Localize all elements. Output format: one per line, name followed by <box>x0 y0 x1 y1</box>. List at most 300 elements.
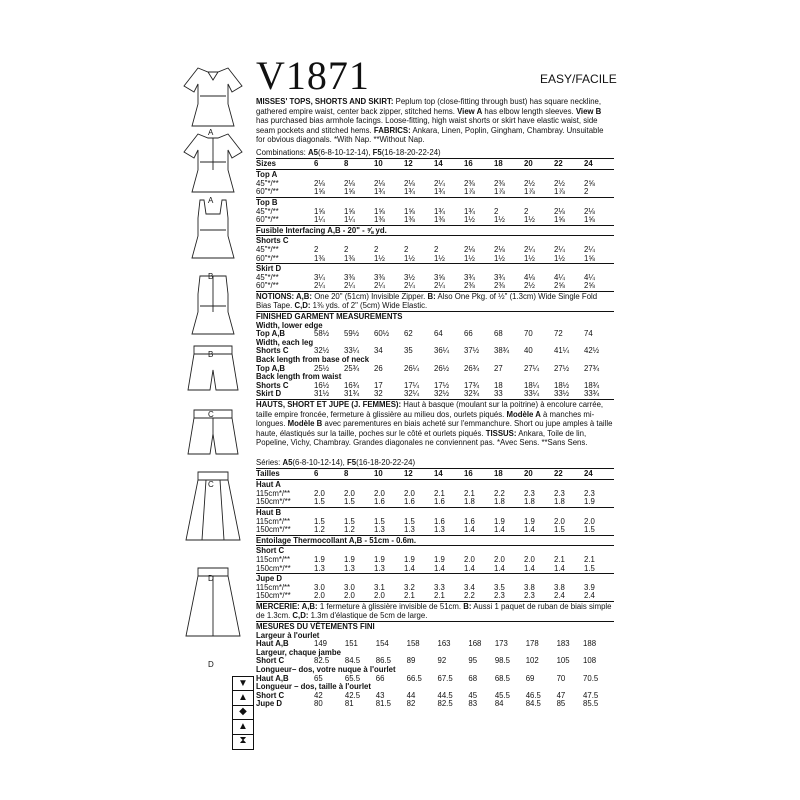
yardage-cell: 2¼ <box>524 244 535 254</box>
notions-text: Also One Pkg. of ½" (1.3cm) Wide Single Fold Bias Tape. <box>256 291 598 311</box>
size-cell: 8 <box>344 468 374 480</box>
measurement-cell: 69 <box>525 673 535 683</box>
yardage-cell: 2⅝ <box>554 281 565 291</box>
yardage-cell: 3.9 <box>584 582 595 592</box>
combo-a5: A5 <box>282 457 293 467</box>
yardage-cell: 2.0 <box>314 488 325 498</box>
yardage-cell: 1.4 <box>494 525 505 535</box>
size-cell: 24 <box>584 158 614 170</box>
size-cell: 10 <box>374 158 404 170</box>
modele-b-label: Modèle B <box>287 419 323 429</box>
combo-a5-sizes: (6-8-10-12-14), <box>317 147 373 157</box>
yardage-cell: 2⅜ <box>464 178 475 188</box>
yardage-cell: 4¼ <box>584 272 595 282</box>
yardage-cell: 2⅛ <box>344 178 355 188</box>
yardage-section-row <box>256 225 614 236</box>
finished-title: MESURES DU VÊTEMENTS FINI <box>256 622 614 632</box>
yardage-cell: 1.5 <box>344 497 355 507</box>
measurement-cell: 31½ <box>314 389 330 399</box>
sizes-label: Tailles <box>256 468 314 480</box>
yardage-cell: 1⅜ <box>344 253 355 263</box>
notions-text: One 20" (51cm) Invisible Zipper. <box>312 291 428 301</box>
measurement-heading: Longueur– dos, votre nuque à l'ourlet <box>256 665 396 675</box>
measurement-heading: Largeur, chaque jambe <box>256 647 341 657</box>
yardage-cell: 3¾ <box>494 272 505 282</box>
yardage-cell: 1.6 <box>404 497 415 507</box>
fabric-width-label: 45"*/** <box>256 272 279 282</box>
measurement-cell: 68 <box>494 329 503 339</box>
yardage-cell: 1½ <box>554 253 565 263</box>
measurement-cell: 26 <box>374 363 383 373</box>
size-cell: 20 <box>524 468 554 480</box>
cutting-symbol-icon: ▲ <box>233 691 253 705</box>
yardage-cell: 1.9 <box>434 554 445 564</box>
measurement-cell: 188 <box>583 639 597 649</box>
measurement-cell: 70.5 <box>583 673 599 683</box>
measurement-heading: Largeur à l'ourlet <box>256 630 320 640</box>
measurement-cell: 82.5 <box>437 699 453 709</box>
yardage-cell: 1⅝ <box>584 215 595 225</box>
yardage-cell: 1.5 <box>314 497 325 507</box>
measurement-cell: 45.5 <box>494 690 511 700</box>
measurement-cell: 41¼ <box>554 346 570 356</box>
yardage-section-label: Shorts C <box>256 236 614 246</box>
yardage-cell: 1.9 <box>344 554 355 564</box>
measurement-label: Short C <box>256 690 285 700</box>
yardage-cell: 1.6 <box>374 497 385 507</box>
measurement-cell: 81.5 <box>375 699 391 709</box>
measurement-cell: 82 <box>406 699 416 709</box>
description-fr <box>256 399 614 448</box>
view-label: D <box>208 660 214 669</box>
yardage-cell: 1.4 <box>494 563 505 573</box>
yardage-cell: 1½ <box>524 215 535 225</box>
yardage-cell: 2.0 <box>524 554 535 564</box>
sleeveless-peplum-top-front-icon <box>176 196 250 271</box>
measurement-cell: 36¼ <box>434 346 450 356</box>
mercerie-cd: C,D: <box>292 611 309 621</box>
yardage-cell: 1¾ <box>434 206 445 216</box>
yardage-cell: 1⅝ <box>404 206 415 216</box>
measurement-cell: 27¼ <box>524 363 540 373</box>
yardage-cell: 1.6 <box>434 497 445 507</box>
yardage-cell: 3.8 <box>554 582 565 592</box>
description-text: à manches mi-longues. <box>256 409 595 429</box>
measurement-cell: 70 <box>556 673 566 683</box>
tissus-text: Ankara, Toile de lin, Popeline, Vichy, Chambray. Grandes diagonales ne conviennent pas. *Avec Sens. **Sans Sens. <box>256 428 588 448</box>
measurement-cell: 149 <box>314 639 328 649</box>
measurement-cell: 151 <box>344 639 358 649</box>
yardage-cell: 1.8 <box>524 497 535 507</box>
yardage-cell: 1.9 <box>374 554 385 564</box>
size-cell: 12 <box>404 158 434 170</box>
size-cell: 24 <box>584 468 614 480</box>
yardage-cell: 1½ <box>524 253 535 263</box>
measurement-cell: 33¼ <box>344 346 360 356</box>
measurement-heading: Width, each leg <box>256 337 314 347</box>
measurement-cell: 68 <box>468 673 478 683</box>
yardage-cell: 2⅛ <box>494 244 505 254</box>
measurement-cell: 43 <box>375 690 385 700</box>
notions-en <box>256 291 614 311</box>
sizes-header-row <box>256 158 614 170</box>
yardage-cell: 3⅝ <box>434 272 445 282</box>
view-a-label: View A <box>457 106 483 116</box>
view-label: A <box>208 196 214 205</box>
yardage-cell: 1.5 <box>584 525 595 535</box>
yardage-cell: 3.0 <box>344 582 355 592</box>
mercerie-label: MERCERIE: A,B: <box>256 601 318 611</box>
yardage-cell: 1½ <box>404 253 415 263</box>
peplum-top-flutter-sleeve-back-icon <box>176 130 250 201</box>
measurement-cell: 47.5 <box>583 690 599 700</box>
yardage-cell: 2 <box>584 187 589 197</box>
yardage-cell: 1.9 <box>314 554 325 564</box>
yardage-cell: 1.4 <box>524 525 535 535</box>
yardage-cell: 2.3 <box>494 591 505 601</box>
yardage-cell: 2⅛ <box>554 206 565 216</box>
measurement-cell: 84.5 <box>344 656 361 666</box>
yardage-section-label: Entoilage Thermocollant A,B - 51cm - 0.6m. <box>256 535 614 546</box>
measurement-cell: 44.5 <box>437 690 453 700</box>
yardage-cell: 2.0 <box>344 591 355 601</box>
measurement-cell: 44 <box>406 690 416 700</box>
size-cell: 16 <box>464 158 494 170</box>
yardage-cell: 1½ <box>464 215 475 225</box>
yardage-cell: 1.5 <box>584 563 595 573</box>
combo-f5: F5 <box>372 147 382 157</box>
yardage-cell: 2 <box>494 206 499 216</box>
measurement-cell: 62 <box>404 329 413 339</box>
shorts-back-icon <box>176 404 250 461</box>
measurement-cell: 35 <box>404 346 413 356</box>
fabric-width-label: 45"*/** <box>256 206 279 216</box>
measurement-cell: 17¾ <box>464 380 480 390</box>
cutting-symbol-icon: ▼ <box>233 677 253 691</box>
finished-measurements-fr <box>256 621 614 709</box>
measurement-cell: 83 <box>468 699 478 709</box>
yardage-cell: 1⅜ <box>404 215 415 225</box>
yardage-cell: 2⅝ <box>584 178 595 188</box>
yardage-cell: 1.9 <box>404 554 415 564</box>
measurement-cell: 26½ <box>434 363 450 373</box>
fabric-width-label: 150cm*/** <box>256 563 291 573</box>
mercerie-text: 1 fermeture à glissière invisible de 51cm. <box>317 601 464 611</box>
yardage-cell: 2⅛ <box>314 178 325 188</box>
combinations-fr <box>256 458 614 468</box>
yardage-cell: 1¾ <box>374 187 385 197</box>
fabric-width-label: 115cm*/** <box>256 582 291 592</box>
yardage-cell: 2⅛ <box>404 178 415 188</box>
measurement-cell: 60½ <box>374 329 390 339</box>
yardage-cell: 2.0 <box>344 488 355 498</box>
size-cell: 10 <box>374 468 404 480</box>
yardage-cell: 1⅝ <box>314 187 325 197</box>
series-label: Séries: <box>256 457 283 467</box>
yardage-section-label: Skirt D <box>256 264 614 274</box>
measurement-cell: 95 <box>468 656 478 666</box>
measurement-cell: 85 <box>556 699 566 709</box>
yardage-row <box>256 526 614 535</box>
measurement-cell: 27 <box>494 363 503 373</box>
yardage-row <box>256 255 614 264</box>
yardage-cell: 3.1 <box>374 582 385 592</box>
size-cell: 22 <box>554 158 584 170</box>
measurement-cell: 102 <box>525 656 539 666</box>
measurement-cell: 64 <box>434 329 443 339</box>
measurement-cell: 84 <box>494 699 504 709</box>
combinations-label: Combinations: <box>256 147 309 157</box>
notions-b: B: <box>427 291 436 301</box>
yardage-cell: 1⅝ <box>344 187 355 197</box>
measurement-cell: 18½ <box>554 380 570 390</box>
yardage-cell: 1.4 <box>434 563 445 573</box>
measurement-cell: 65 <box>314 673 323 683</box>
measurement-cell: 16½ <box>314 380 330 390</box>
finished-title: FINISHED GARMENT MEASUREMENTS <box>256 312 614 322</box>
fabric-width-label: 60"*/** <box>256 281 279 291</box>
yardage-cell: 1¾ <box>434 187 445 197</box>
measurement-cell: 27½ <box>554 363 570 373</box>
measurement-cell: 45 <box>468 690 478 700</box>
measurement-cell: 183 <box>556 639 570 649</box>
yardage-cell: 1⅝ <box>374 206 385 216</box>
measurement-row <box>256 390 614 399</box>
yardage-cell: 1⅞ <box>494 187 505 197</box>
measurement-heading: Back length from waist <box>256 372 342 382</box>
measurement-cell: 37½ <box>464 346 480 356</box>
yardage-cell: 2 <box>344 244 349 254</box>
yardage-cell: 1.4 <box>464 563 475 573</box>
measurement-cell: 74 <box>584 329 593 339</box>
size-cell: 18 <box>494 158 524 170</box>
yardage-cell: 1¾ <box>404 187 415 197</box>
measurement-label: Shorts C <box>256 380 289 390</box>
fabrics-label: FABRICS: <box>373 125 411 135</box>
yardage-cell: 2 <box>374 244 379 254</box>
measurement-cell: 72 <box>554 329 563 339</box>
measurement-cell: 42 <box>314 690 323 700</box>
measurement-cell: 42.5 <box>344 690 361 700</box>
yardage-cell: 1¼ <box>344 215 355 225</box>
yardage-cell: 3⅜ <box>374 272 385 282</box>
measurement-cell: 98.5 <box>494 656 511 666</box>
measurement-cell: 158 <box>406 639 420 649</box>
combinations-en <box>256 148 614 158</box>
yardage-cell: 1.3 <box>374 525 385 535</box>
yardage-cell: 2.0 <box>554 516 565 526</box>
measurement-cell: 38¾ <box>494 346 510 356</box>
shorts-front-icon <box>176 340 250 397</box>
yardage-cell: 2⅛ <box>584 206 595 216</box>
measurement-cell: 84.5 <box>525 699 541 709</box>
yardage-cell: 1¾ <box>464 206 475 216</box>
yardage-cell: 2.3 <box>584 488 595 498</box>
measurement-label: Shorts C <box>256 346 289 356</box>
measurement-cell: 32½ <box>314 346 330 356</box>
measurement-cell: 33½ <box>554 389 570 399</box>
description-en <box>256 97 614 145</box>
yardage-cell: 1.2 <box>344 525 355 535</box>
yardage-cell: 1.3 <box>374 563 385 573</box>
measurement-cell: 31¾ <box>344 389 360 399</box>
measurement-cell: 154 <box>375 639 389 649</box>
fabric-width-label: 45"*/** <box>256 178 279 188</box>
size-cell: 14 <box>434 158 464 170</box>
description-text: Peplum top (close-fitting through bust) has square neckline, gathered empire waist, center back zipper, stitched hems. <box>256 97 602 116</box>
measurement-cell: 17¼ <box>404 380 420 390</box>
yardage-cell: 1⅝ <box>554 215 565 225</box>
yardage-cell: 3.3 <box>434 582 445 592</box>
yardage-cell: 2⅛ <box>374 178 385 188</box>
measurement-cell: 34 <box>374 346 383 356</box>
yardage-cell: 3.8 <box>524 582 535 592</box>
yardage-cell: 1.8 <box>494 497 505 507</box>
measurement-heading: Back length from base of neck <box>256 355 370 365</box>
view-label: A <box>208 128 214 137</box>
yardage-cell: 1.5 <box>404 516 415 526</box>
yardage-cell: 1½ <box>494 215 505 225</box>
english-section <box>256 97 614 709</box>
yardage-cell: 1⅜ <box>374 215 385 225</box>
measurement-cell: 89 <box>406 656 416 666</box>
description-text: avec parementures en biais acheté sur l'emmanchure. Short ou jupe amples à taille haute, élastiqués sur la taille, poches sur le côté et ourlets piqués. <box>256 419 613 438</box>
sleeveless-peplum-top-back-icon <box>176 272 250 343</box>
measurement-cell: 68.5 <box>494 673 511 683</box>
cutting-symbol-icon: ◆ <box>233 706 253 720</box>
fabric-width-label: 115cm*/** <box>256 488 291 498</box>
measurement-cell: 47 <box>556 690 566 700</box>
yardage-section-label: Fusible Interfacing A,B - 20" - ⅝ yd. <box>256 225 614 236</box>
view-label: B <box>208 272 214 281</box>
description-text: has elbow length sleeves. <box>482 106 576 116</box>
yardage-cell: 1.3 <box>404 525 415 535</box>
measurement-cell: 40 <box>524 346 533 356</box>
yardage-cell: 1.5 <box>344 516 355 526</box>
yardage-cell: 2.1 <box>584 554 595 564</box>
measurement-label: Top A,B <box>256 363 286 373</box>
yardage-row <box>256 592 614 601</box>
notions-text: 1⅜ yds. of 2" (5cm) Wide Elastic. <box>310 301 428 311</box>
measurement-cell: 42½ <box>584 346 600 356</box>
measurement-label: Short C <box>256 656 285 666</box>
yardage-cell: 2.0 <box>374 488 385 498</box>
yardage-cell: 2½ <box>524 281 535 291</box>
description-text: Haut à basque (moulant sur la poitrine) à encolure carrée, taille empire froncée, fermeture à glissière au milieu dos, ourlets piqués. <box>256 400 604 419</box>
combo-f5-sizes: (16-18-20-22-24) <box>356 457 416 467</box>
measurement-cell: 33¾ <box>584 389 600 399</box>
measurement-cell: 66 <box>464 329 473 339</box>
fabric-width-label: 150cm*/** <box>256 591 291 601</box>
yardage-cell: 2.1 <box>434 488 445 498</box>
combo-a5-sizes: (6-8-10-12-14), <box>292 457 348 467</box>
yardage-cell: 1½ <box>494 253 505 263</box>
yardage-cell: 2.2 <box>464 591 475 601</box>
yardage-cell: 1.9 <box>524 516 535 526</box>
size-cell: 6 <box>314 468 344 480</box>
yardage-cell: 1.4 <box>464 525 475 535</box>
measurement-cell: 105 <box>556 656 570 666</box>
yardage-cell: 3.2 <box>404 582 415 592</box>
measurement-cell: 163 <box>437 639 451 649</box>
yardage-cell: 2.0 <box>494 554 505 564</box>
measurement-cell: 67.5 <box>437 673 453 683</box>
yardage-cell: 3¾ <box>464 272 475 282</box>
yardage-row <box>256 216 614 225</box>
measurement-cell: 17 <box>374 380 383 390</box>
size-cell: 12 <box>404 468 434 480</box>
yardage-cell: 2.0 <box>464 554 475 564</box>
view-label: C <box>208 480 214 489</box>
measurement-cell: 33¼ <box>524 389 540 399</box>
measurement-cell: 46.5 <box>525 690 541 700</box>
measurement-cell: 16¾ <box>344 380 360 390</box>
yardage-cell: 1.3 <box>434 525 445 535</box>
yardage-cell: 2.1 <box>434 591 445 601</box>
combo-a5: A5 <box>308 147 318 157</box>
sizes-header-row <box>256 468 614 480</box>
measurement-heading: Width, lower edge <box>256 320 323 330</box>
notions-cd: C,D: <box>294 301 311 311</box>
mercerie-text: Aussi 1 paquet de ruban de biais simple de 1.3cm. <box>256 601 612 621</box>
view-b-label: View B <box>575 106 602 116</box>
yardage-cell: 3.0 <box>314 582 325 592</box>
yardage-cell: 1⅞ <box>554 187 565 197</box>
yardage-cell: 2¼ <box>584 244 595 254</box>
yardage-cell: 1.4 <box>524 563 535 573</box>
yardage-row <box>256 188 614 197</box>
yardage-cell: 2 <box>524 206 529 216</box>
size-cell: 22 <box>554 468 584 480</box>
measurement-cell: 26¾ <box>464 363 480 373</box>
yardage-cell: 1½ <box>434 253 445 263</box>
yardage-cell: 1⅝ <box>584 253 595 263</box>
measurement-cell: 81 <box>344 699 354 709</box>
yardage-cell: 2⅜ <box>494 178 505 188</box>
size-cell: 16 <box>464 468 494 480</box>
yardage-section-label: Haut A <box>256 480 614 490</box>
measurement-cell: 25½ <box>314 363 330 373</box>
measurement-cell: 178 <box>525 639 539 649</box>
yardage-cell: 3½ <box>404 272 415 282</box>
measurement-cell: 86.5 <box>375 656 391 666</box>
mercerie-b: B: <box>463 601 472 611</box>
fabric-width-label: 115cm*/** <box>256 554 291 564</box>
yardage-cell: 2.1 <box>404 591 415 601</box>
fabric-width-label: 150cm*/** <box>256 497 291 507</box>
yardage-cell: 2.4 <box>584 591 595 601</box>
cutting-symbols-box <box>232 676 254 750</box>
yardage-cell: 1.2 <box>314 525 325 535</box>
yardage-cell: 2⅛ <box>464 244 475 254</box>
measurement-label: Skirt D <box>256 389 282 399</box>
measurement-cell: 18¾ <box>584 380 600 390</box>
yardage-cell: 2¼ <box>434 281 445 291</box>
yardage-section-label: Top B <box>256 197 614 207</box>
yardage-cell: 2½ <box>554 178 565 188</box>
measurement-label: Jupe D <box>256 699 282 709</box>
yardage-section-label: Top A <box>256 170 614 180</box>
skirt-front-icon <box>176 468 250 549</box>
yardage-section-label: Short C <box>256 546 614 556</box>
measurement-label: Haut A,B <box>256 639 289 649</box>
fabric-width-label: 60"*/** <box>256 253 279 263</box>
yardage-row <box>256 565 614 574</box>
measurement-cell: 17½ <box>434 380 450 390</box>
measurement-cell: 85.5 <box>583 699 599 709</box>
measurement-cell: 32¼ <box>404 389 420 399</box>
measurement-cell: 32¾ <box>464 389 480 399</box>
